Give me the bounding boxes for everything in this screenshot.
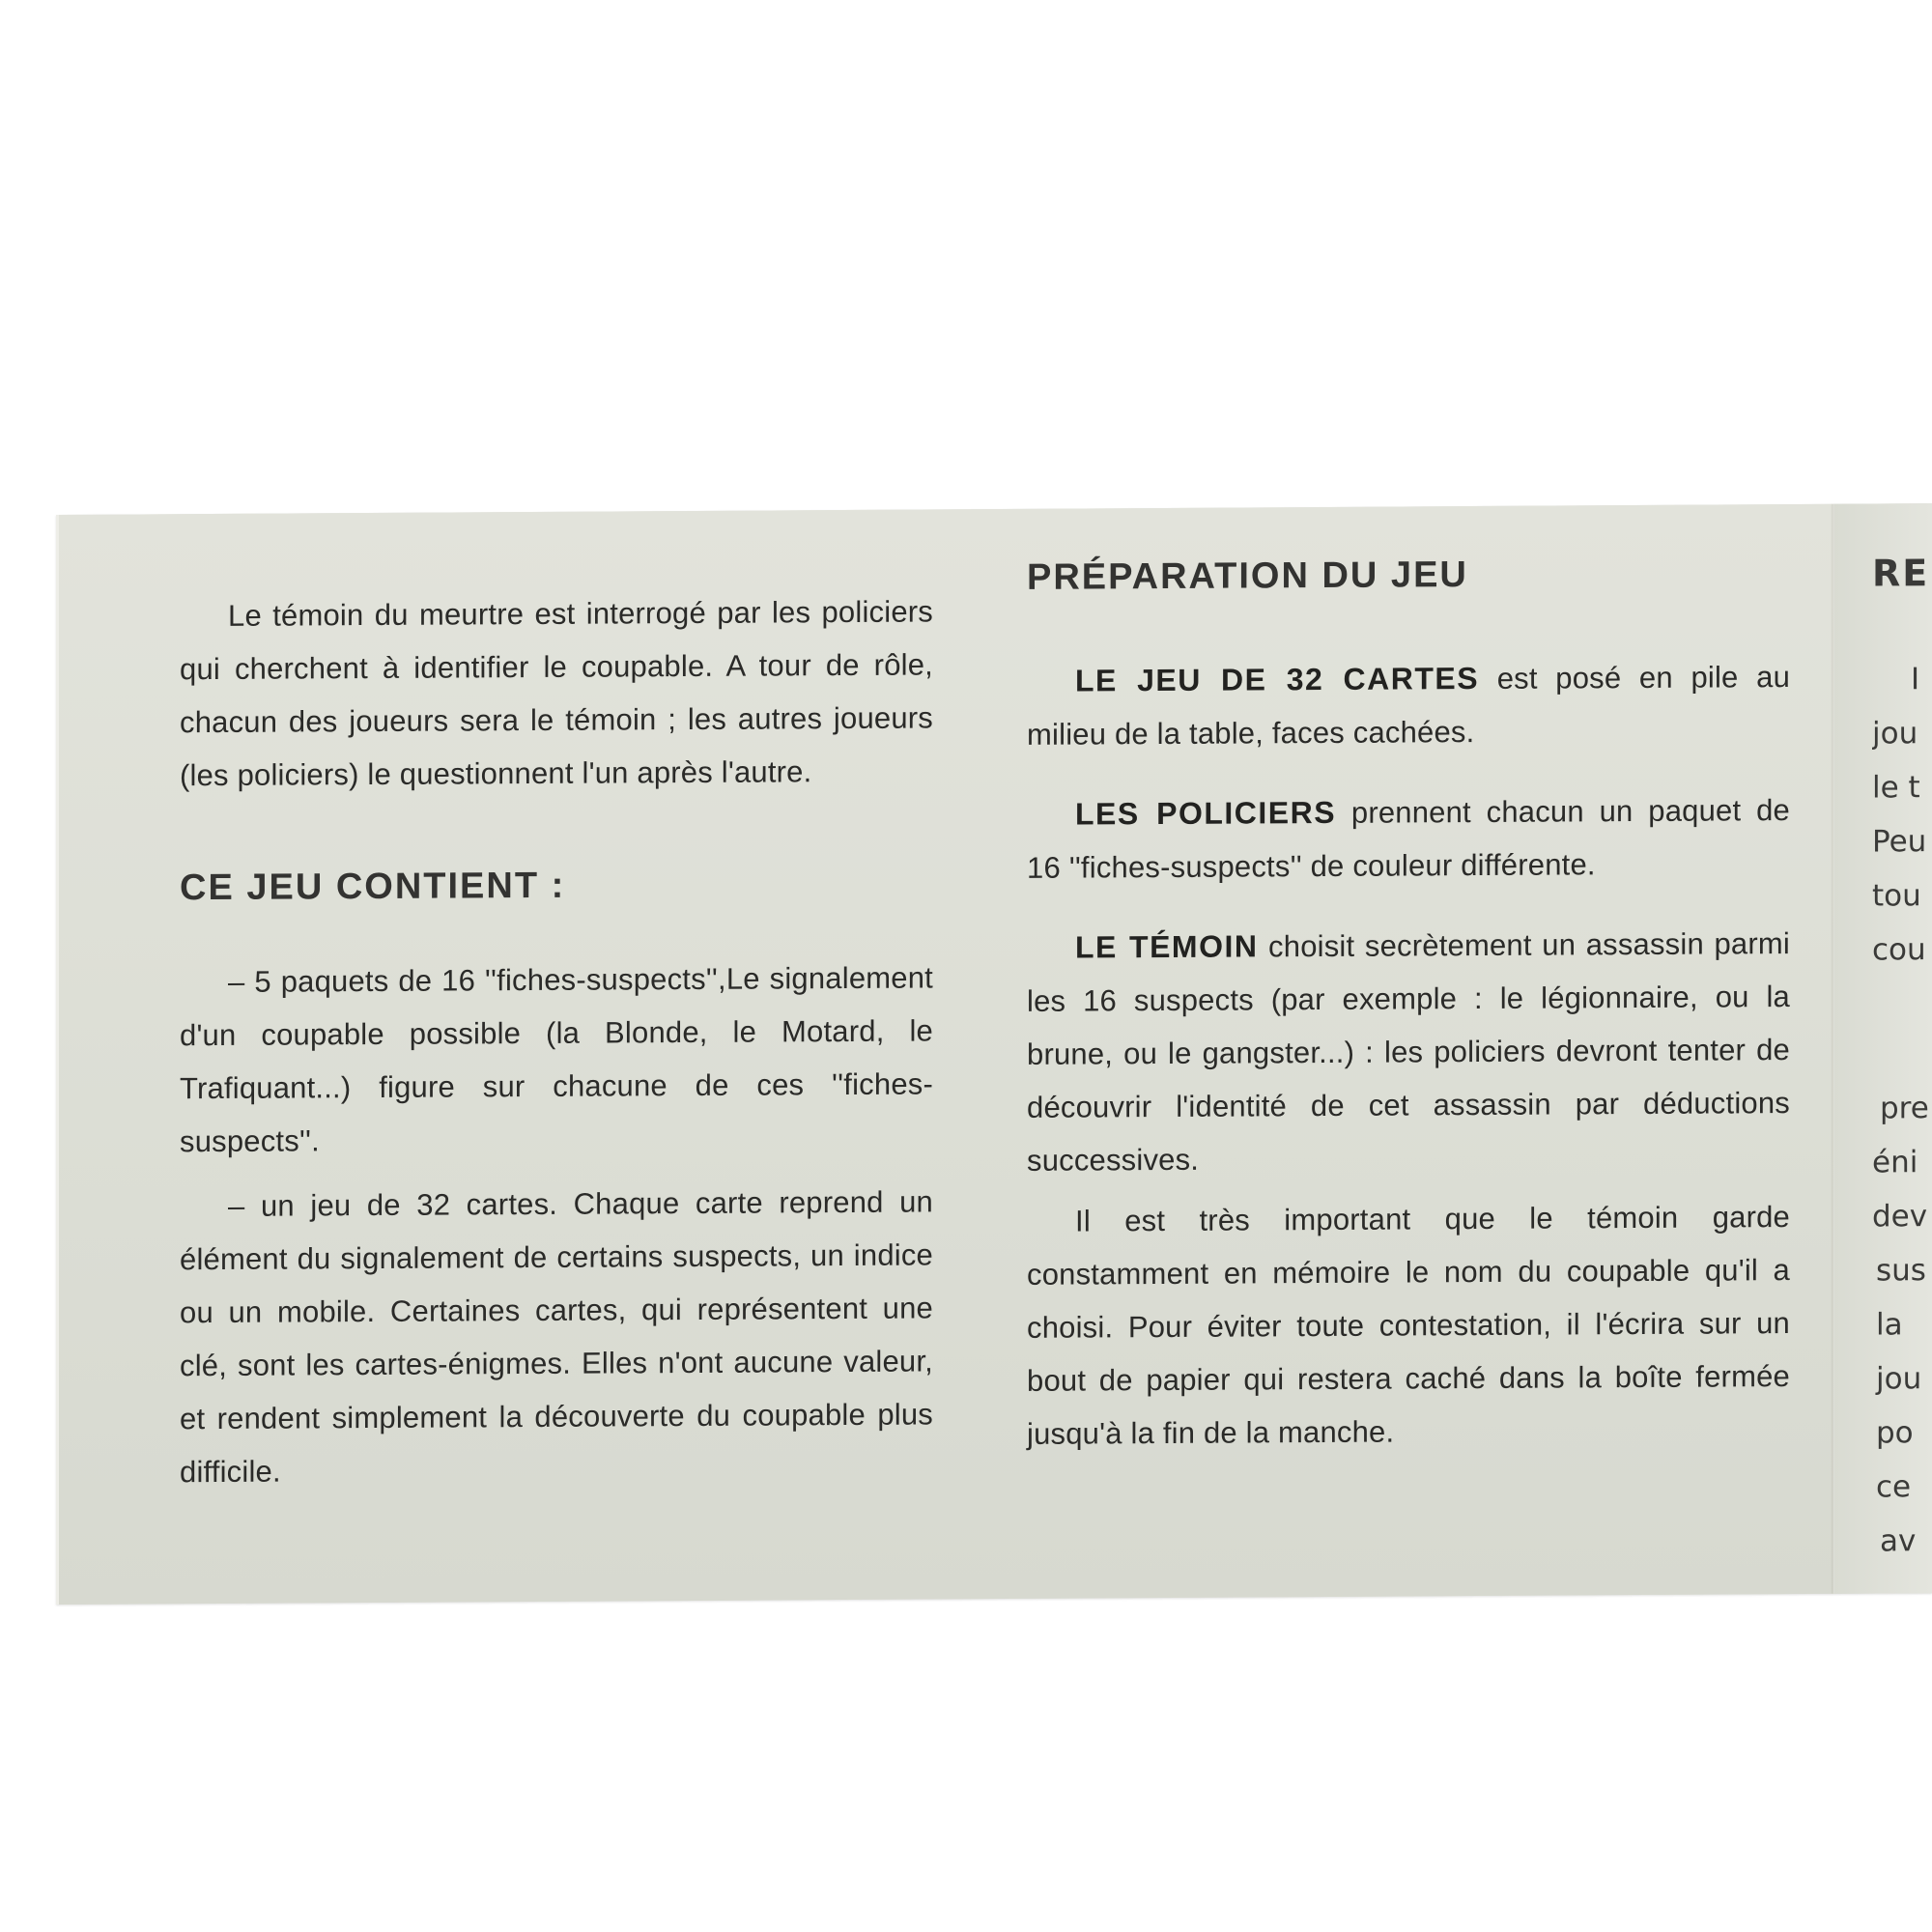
right-line: I xyxy=(1911,662,1920,697)
preparation-cards-paragraph xyxy=(1027,650,1790,761)
contents-item-fiches: – 5 paquets de 16 ''fiches-suspects'',Le signalement d'un coupable possible (la Blonde, le Motard, le Trafiquant...) figure sur chacune de ces ''fiches-suspects''. xyxy=(180,960,933,1159)
rules-leaflet xyxy=(56,503,1932,1605)
right-line: jou xyxy=(1872,716,1918,752)
right-line: jou xyxy=(1876,1361,1922,1397)
right-line: la xyxy=(1876,1307,1903,1343)
right-line: tou xyxy=(1872,878,1921,914)
right-line: cou xyxy=(1872,932,1926,968)
right-line: sus xyxy=(1876,1253,1926,1289)
right-line: pre xyxy=(1880,1091,1929,1126)
preparation-police-paragraph xyxy=(1027,783,1790,895)
right-line: le t xyxy=(1872,770,1920,806)
right-heading: RE xyxy=(1872,552,1930,595)
middle-column xyxy=(1027,553,1790,1461)
police-lead: LES POLICIERS xyxy=(1075,794,1337,832)
right-line: Peu xyxy=(1872,824,1927,860)
right-gap xyxy=(1872,976,1932,1081)
preparation-memory-paragraph: Il est très important que le témoin garde constamment en mémoire le nom du coupable qu'il a choisi. Pour éviter toute contestation, il l'écrira sur un bout de papier qui restera caché dans la boîte fermée jusqu'à la fin de la manche. xyxy=(1027,1200,1790,1451)
preparation-witness-paragraph xyxy=(1027,917,1790,1187)
police-text: prennent chacun un paquet de 16 ''fiches-suspects'' de couleur différente. xyxy=(1027,793,1790,885)
contents-item-cartes: – un jeu de 32 cartes. Chaque carte reprend un élément du signalement de certains suspects, un indice ou un mobile. Certaines cartes, qui représentent une clé, sont les cartes-énigmes. Elles n'ont aucune valeur, et rendent simplement la découverte du coupable plus difficile. xyxy=(180,1184,933,1490)
fold-crease xyxy=(1831,504,1834,1594)
witness-lead: LE TÉMOIN xyxy=(1075,928,1259,965)
right-line: éni xyxy=(1872,1145,1918,1180)
right-line: po xyxy=(1876,1415,1914,1451)
witness-text: choisit secrètement un assassin parmi les 16 suspects (par exemple : le légionnaire, ou la brune, ou le gangster...) : les policiers devront tenter de découvrir l'identité de cet assassin par déductions successives. xyxy=(1027,926,1791,1178)
intro-paragraph: Le témoin du meurtre est interrogé par les policiers qui cherchent à identifier le coupable. A tour de rôle, chacun des joueurs sera le témoin ; les autres joueurs (les policiers) le questionnent l'un après l'autre. xyxy=(180,594,933,793)
paper-edge xyxy=(56,515,59,1605)
cards-lead: LE JEU DE 32 CARTES xyxy=(1075,661,1480,698)
right-line: ce xyxy=(1876,1469,1912,1505)
right-line: dev xyxy=(1872,1199,1928,1235)
cards-text: est posé en pile au milieu de la table, faces cachées. xyxy=(1027,660,1791,752)
right-column-partial xyxy=(1872,551,1932,1568)
right-line: av xyxy=(1880,1523,1917,1559)
preparation-heading: PRÉPARATION DU JEU xyxy=(1027,554,1468,598)
left-column xyxy=(180,557,933,1498)
contents-heading: CE JEU CONTIENT : xyxy=(180,865,566,909)
